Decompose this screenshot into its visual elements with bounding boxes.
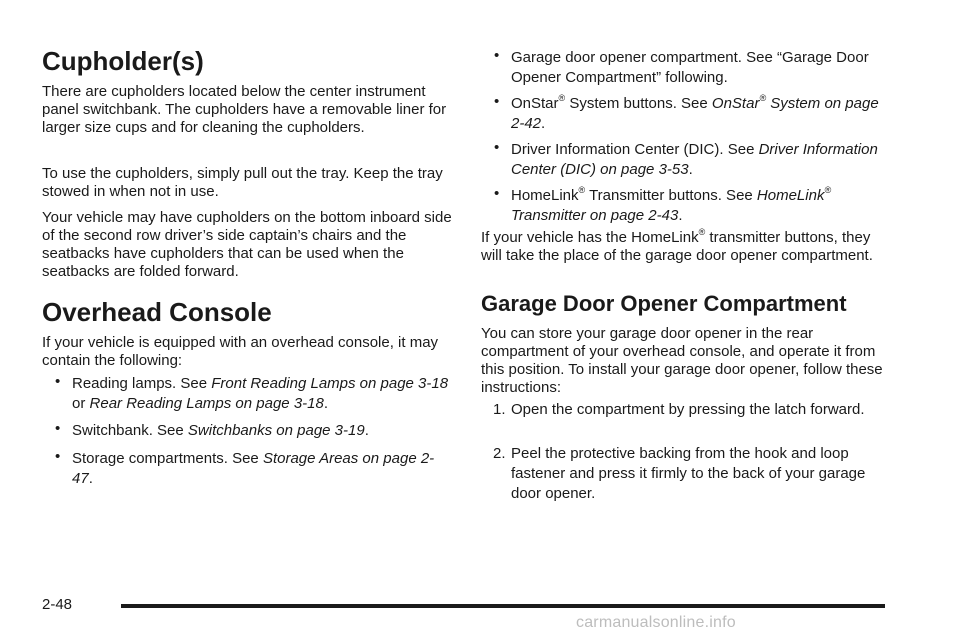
step-1: 1. Open the compartment by pressing the latch forward.: [493, 401, 865, 418]
footer-rule: [121, 604, 885, 608]
bullet-reading-lamps: • Reading lamps. See Front Reading Lamps on page 3-18 or Rear Reading Lamps on page 3-18.: [55, 373, 449, 412]
step-2: 2. Peel the protective backing from the hook and loop fastener and press it firmly to the back of your garage door opener.: [493, 445, 866, 502]
link-homelink-transmitter[interactable]: HomeLink® Transmitter on page 2-43: [511, 185, 832, 224]
homelink-paragraph: If your vehicle has the HomeLink® transmitter buttons, they will take the place of the garage door opener compartment.: [481, 227, 873, 264]
bullet-icon: •: [55, 448, 61, 465]
link-front-reading-lamps[interactable]: Front Reading Lamps on page 3-18: [211, 375, 449, 392]
link-switchbanks[interactable]: Switchbanks on page 3-19: [187, 422, 365, 439]
link-driver-information-center[interactable]: Driver Information Center (DIC) on page 3-53: [511, 141, 878, 178]
bullet-homelink: • HomeLink® Transmitter buttons. See HomeLink® Transmitter on page 2-43.: [494, 185, 832, 224]
overhead-console-heading: Overhead Console: [42, 297, 272, 327]
bullet-icon: •: [494, 185, 500, 202]
watermark: carmanualsonline.info: [576, 614, 736, 631]
cupholders-paragraph-1: There are cupholders located below the center instrument panel switchbank. The cupholders have a removable liner for larger size cups and for cleaning the cupholders.: [42, 83, 447, 136]
bullet-switchbank: • Switchbank. See Switchbanks on page 3-19.: [55, 420, 369, 439]
garage-door-opener-heading: Garage Door Opener Compartment: [481, 291, 847, 316]
link-onstar-system[interactable]: OnStar® System on page 2-42: [511, 93, 879, 132]
garage-door-opener-paragraph: You can store your garage door opener in the rear compartment of your overhead console, and operate it from this position. To install your garage door opener, follow these instructions:: [481, 325, 883, 396]
bullet-garage-door-opener: • Garage door opener compartment. See “Garage Door Opener Compartment” following.: [494, 47, 869, 86]
link-rear-reading-lamps[interactable]: Rear Reading Lamps on page 3-18: [89, 395, 324, 412]
bullet-driver-information-center: • Driver Information Center (DIC). See Driver Information Center (DIC) on page 3-53.: [494, 139, 878, 178]
cupholders-heading: Cupholder(s): [42, 46, 204, 76]
bullet-icon: •: [494, 93, 500, 110]
cupholders-paragraph-3: Your vehicle may have cupholders on the bottom inboard side of the second row driver’s side captain’s chairs and the seatbacks have cupholders that can be used when the seatbacks are folded forward.: [42, 209, 452, 280]
bullet-icon: •: [55, 420, 61, 437]
overhead-console-paragraph: If your vehicle is equipped with an overhead console, it may contain the following:: [42, 334, 439, 369]
link-storage-areas[interactable]: Storage Areas on page 2-47: [72, 450, 435, 487]
bullet-onstar: • OnStar® System buttons. See OnStar® System on page 2-42.: [494, 93, 879, 132]
bullet-icon: •: [494, 139, 500, 156]
bullet-storage-compartments: • Storage compartments. See Storage Areas on page 2-47.: [55, 448, 435, 487]
bullet-icon: •: [494, 47, 500, 64]
cupholders-paragraph-2: To use the cupholders, simply pull out the tray. Keep the tray stowed in when not in use.: [42, 165, 443, 200]
bullet-icon: •: [55, 373, 61, 390]
page-number: 2-48: [42, 596, 73, 613]
